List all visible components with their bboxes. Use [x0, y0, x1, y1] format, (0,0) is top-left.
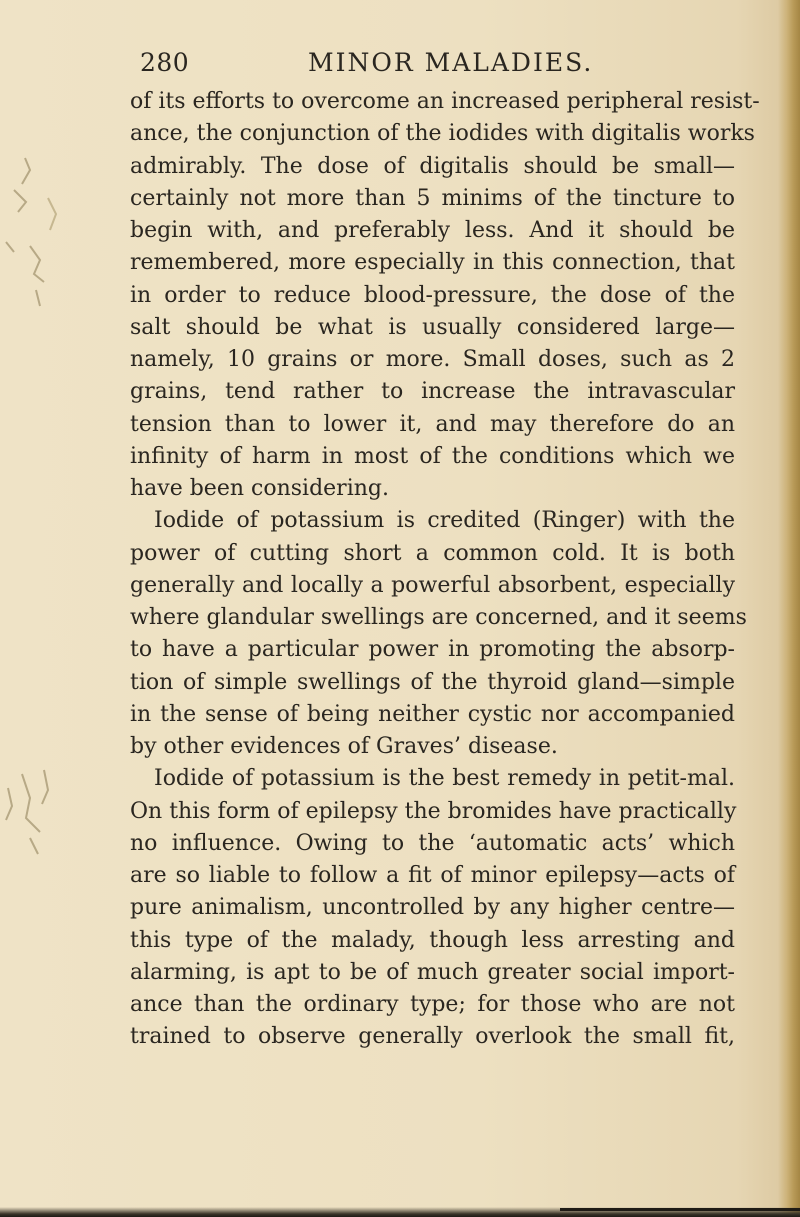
- text-line: in the sense of being neither cystic nor accompanied: [130, 701, 735, 727]
- margin-bleed-through-mark: [0, 150, 70, 310]
- text-line: admirably. The dose of digitalis should be small—: [130, 153, 735, 179]
- page-number: 280: [140, 48, 190, 77]
- text-line: trained to observe generally overlook the small fit,: [130, 1024, 735, 1050]
- text-line: remembered, more especially in this connection, that: [130, 250, 735, 276]
- text-line: to have a particular power in promoting the absorp-: [130, 637, 735, 663]
- page-edge-shadow: [778, 0, 800, 1217]
- text-line: in order to reduce blood-pressure, the dose of the: [130, 282, 735, 308]
- text-line: tion of simple swellings of the thyroid gland—simple: [130, 669, 735, 695]
- text-line: by other evidences of Graves’ disease.: [130, 734, 558, 759]
- text-line: namely, 10 grains or more. Small doses, such as 2: [130, 347, 735, 372]
- text-line: no influence. Owing to the ‘automatic acts’ which: [130, 830, 735, 856]
- text-line: tension than to lower it, and may therefore do an: [130, 411, 735, 437]
- text-line: begin with, and preferably less. And it should be: [130, 218, 735, 243]
- text-line: certainly not more than 5 minims of the tincture to: [130, 185, 735, 211]
- text-line: salt should be what is usually considered large—: [130, 314, 735, 340]
- text-line: ance, the conjunction of the iodides with digitalis works: [130, 121, 755, 147]
- text-line: Iodide of potassium is credited (Ringer) with the: [154, 508, 735, 534]
- text-line: On this form of epilepsy the bromides have practically: [130, 798, 737, 824]
- text-line: where glandular swellings are concerned, and it seems: [130, 605, 747, 630]
- text-line: power of cutting short a common cold. It is both: [130, 540, 735, 566]
- text-line: generally and locally a powerful absorbent, especially: [130, 572, 735, 598]
- text-line: alarming, is apt to be of much greater social import-: [130, 959, 735, 985]
- text-line: grains, tend rather to increase the intravascular: [130, 379, 735, 405]
- text-line: infinity of harm in most of the conditions which we: [130, 443, 735, 469]
- text-line: Iodide of potassium is the best remedy in petit-mal.: [154, 766, 735, 792]
- text-line: this type of the malady, though less arresting and: [130, 927, 735, 953]
- text-line: have been considering.: [130, 476, 389, 501]
- margin-bleed-through-mark: [0, 760, 70, 870]
- body-text: [130, 86, 760, 1054]
- text-line: of its efforts to overcome an increased peripheral resist-: [130, 89, 760, 114]
- running-head: MINOR MALADIES.: [308, 48, 594, 77]
- page-header: [140, 48, 740, 88]
- text-line: pure animalism, uncontrolled by any higher centre—: [130, 895, 735, 921]
- page-bottom-rule: [560, 1208, 800, 1211]
- text-line: are so liable to follow a fit of minor epilepsy—acts of: [130, 863, 735, 888]
- text-line: ance than the ordinary type; for those who are not: [130, 992, 735, 1017]
